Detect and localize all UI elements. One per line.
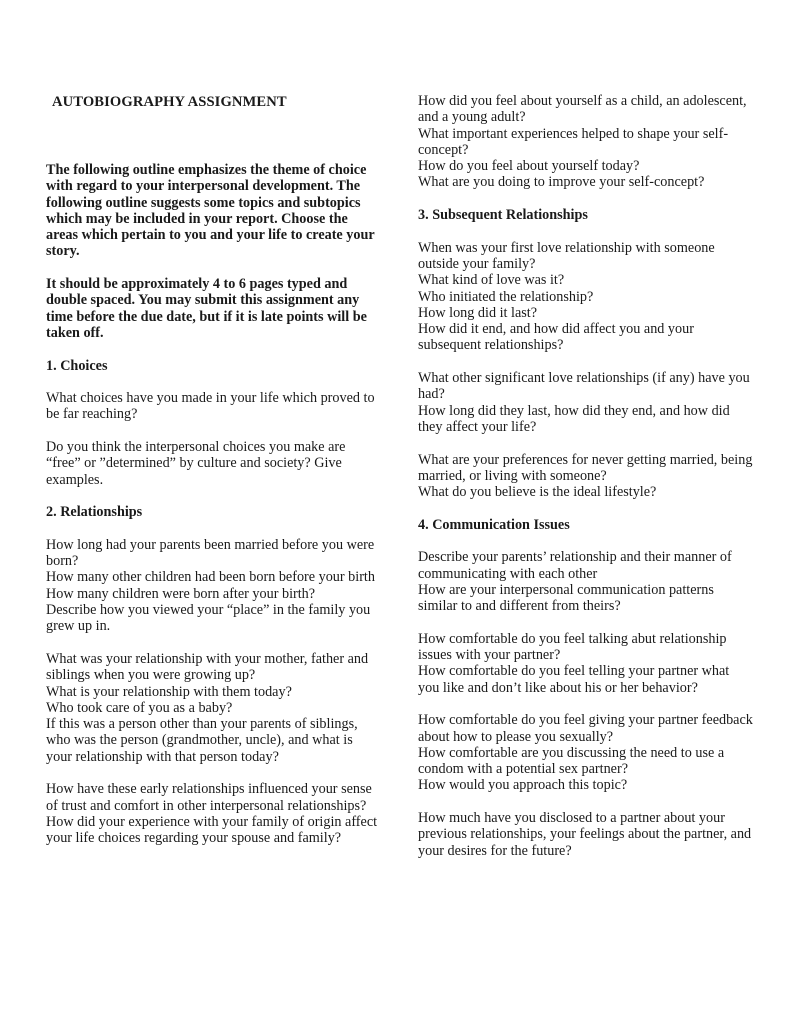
question-group [418,712,753,793]
question: What choices have you made in your life which proved to be far reaching? [46,390,375,423]
question: How did your experience with your family of origin affect your life choices regarding your spouse and family? [46,813,378,847]
intro-paragraph: It should be approximately 4 to 6 pages typed and double spaced. You may submit this assignment any time before the due date, but if it is late points will be taken off. [46,276,367,341]
question: How long had your parents been married before you were born? [46,536,375,570]
left-column [46,162,381,846]
question: How would you approach this topic? [418,777,628,794]
document-title: AUTOBIOGRAPHY ASSIGNMENT [52,94,287,110]
section-heading: 3. Subsequent Relationships [418,207,588,224]
question: When was your first love relationship with someone outside your family? [418,239,715,272]
question: How do you feel about yourself today? [418,158,640,175]
question-group [46,537,381,635]
question-group [418,452,753,501]
question: How comfortable do you feel telling your partner what you like and don’t like about his or her behavior? [418,663,730,696]
intro [46,162,381,341]
section-relationships [46,504,381,846]
question-group [418,240,753,354]
question: What other significant love relationships (if any) have you had? [418,370,750,403]
question: What is your relationship with them today? [46,683,292,700]
section-subsequent-relationships [418,207,753,500]
section-communication-issues [418,517,753,859]
question: How did you feel about yourself as a child, an adolescent, and a young adult? [418,93,747,126]
question: What important experiences helped to shape your self-concept? [418,125,729,158]
section-choices [46,358,381,488]
question: How comfortable do you feel giving your partner feedback about how to please you sexually? [418,712,753,745]
question: What are your preferences for never getting married, being married, or living with someone? [418,451,753,484]
right-column [418,93,753,859]
question: Who took care of you as a baby? [46,699,233,716]
question: How long did they last, how did they end, and how did they affect your life? [418,402,730,435]
question: How comfortable are you discussing the need to use a condom with a potential sex partner? [418,744,725,778]
question: How long did it last? [418,304,538,321]
question-group [418,549,753,614]
question: How comfortable do you feel talking abut relationship issues with your partner? [418,630,727,664]
question: How much have you disclosed to a partner about your previous relationships, your feelings about the partner, and your desires for the future? [418,810,752,859]
question: Do you think the interpersonal choices you make are “free” or ”determined” by culture and society? Give examples. [46,439,346,488]
question-group [418,631,753,696]
section-heading: 2. Relationships [46,504,143,521]
question: If this was a person other than your parents of siblings, who was the person (grandmother, uncle), and what is your relationship with that person today? [46,716,358,765]
question: Describe how you viewed your “place” in the family you grew up in. [46,602,371,635]
question-group [418,93,753,191]
question: Describe your parents’ relationship and their manner of communicating with each other [418,549,732,582]
question-group [418,370,753,435]
question-group [418,810,753,859]
section-heading: 4. Communication Issues [418,516,570,533]
question: Who initiated the relationship? [418,288,594,305]
question: How many children were born after your birth? [46,585,316,602]
question: What are you doing to improve your self-concept? [418,174,705,191]
question: How have these early relationships influenced your sense of trust and comfort in other interpersonal relationships? [46,781,372,814]
question-group [46,781,381,846]
question: What do you believe is the ideal lifestyle? [418,484,657,501]
question-group [46,651,381,765]
question: What was your relationship with your mother, father and siblings when you were growing up? [46,650,369,684]
question: What kind of love was it? [418,272,565,289]
section-heading: 1. Choices [46,357,108,374]
intro-paragraph: The following outline emphasizes the theme of choice with regard to your interpersonal development. The following outline suggests some topics and subtopics which may be included in your report. Choose the areas which pertain to you and your life to create your story. [46,162,375,260]
question: How many other children had been born before your birth [46,569,375,586]
question: How are your interpersonal communication patterns similar to and different from theirs? [418,581,714,615]
question: How did it end, and how did affect you and your subsequent relationships? [418,321,694,354]
